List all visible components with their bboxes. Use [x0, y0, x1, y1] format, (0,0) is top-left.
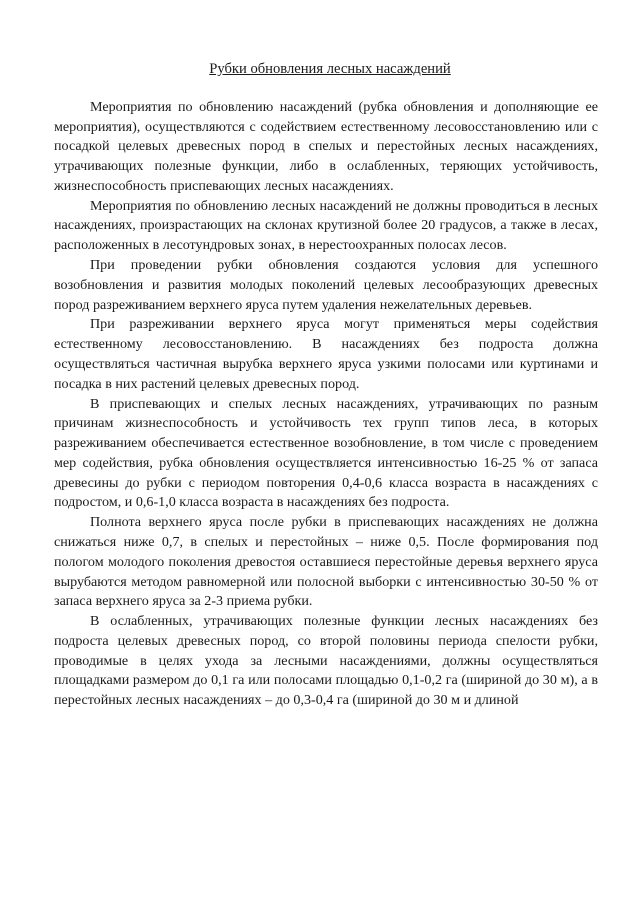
paragraph-7: В ослабленных, утрачивающих полезные функции лесных насаждениях без подроста целевых древесных пород, со второй половины периода спелости рубки, проводимые в целях ухода за лесными насаждениями, должны осуществляться площадками размером до 0,1 га или полосами площадью 0,1-0,2 га (шириной до 30 м), а в перестойных лесных насаждениях – до 0,3-0,4 га (шириной до 30 м и длиной: [54, 613, 598, 709]
paragraph-2: Мероприятия по обновлению лесных насаждений не должны проводиться в лесных насаждениях, произрастающих на склонах крутизной более 20 градусов, а также в лесах, расположенных в лесотундровых зонах, в нерестоохранных полосах лесов.: [54, 197, 598, 254]
document-title: Рубки обновления лесных насаждений: [209, 61, 451, 77]
paragraph-1: Мероприятия по обновлению насаждений (рубка обновления и дополняющие ее мероприятия), осуществляются с содействием естественному лесовосстановлению или с посадкой целевых древесных пород в спелых и перестойных лесных насаждениях, утрачивающих полезные функции, либо в ослабленных, теряющих устойчивость, жизнеспособность приспевающих лесных насаждениях.: [54, 98, 598, 194]
paragraph-5: В приспевающих и спелых лесных насаждениях, утрачивающих по разным причинам жизнеспособность и устойчивость тех групп типов леса, в которых разреживанием обеспечивается естественное возобновление, в том числе с проведением мер содействия, рубка обновления осуществляется интенсивностью 16-25 % от запаса древесины до рубки с периодом повторения 0,4-0,6 класса возраста в насаждениях с подростом, и 0,6-1,0 класса возраста в насаждениях без подроста.: [54, 395, 598, 511]
paragraph-4: При разреживании верхнего яруса могут применяться меры содействия естественному лесовосстановлению. В насаждениях без подроста должна осуществляться частичная вырубка верхнего яруса узкими полосами или куртинами и посадка в них растений целевых древесных пород.: [54, 316, 598, 392]
paragraph-6: Полнота верхнего яруса после рубки в приспевающих насаждениях не должна снижаться ниже 0,7, в спелых и перестойных – ниже 0,5. После формирования под пологом молодого поколения древостоя оставшиеся перестойные деревья верхнего яруса вырубаются методом равномерной или полосной выборки с интенсивностью 30-50 % от запаса верхнего яруса за 2-3 приема рубки.: [54, 514, 598, 610]
document-page: [54, 60, 598, 711]
paragraph-3: При проведении рубки обновления создаются условия для успешного возобновления и развития молодых поколений целевых лесообразующих древесных пород разреживанием верхнего яруса путем удаления нежелательных деревьев.: [54, 257, 598, 313]
